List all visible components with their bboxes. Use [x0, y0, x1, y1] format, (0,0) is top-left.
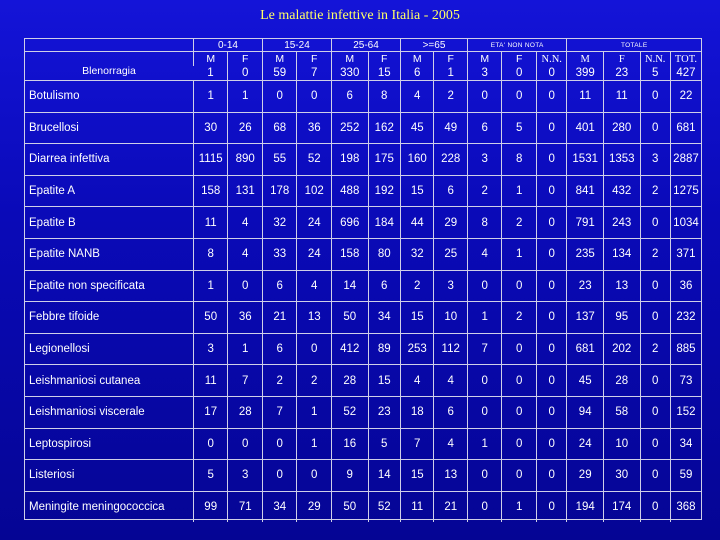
value-cell: 6 — [434, 396, 467, 428]
value-cell: 330 — [331, 66, 368, 81]
value-cell: 4 — [401, 81, 434, 113]
value-cell: 24 — [567, 428, 604, 460]
disease-name: Leishmaniosi cutanea — [25, 365, 193, 397]
value-cell: 232 — [670, 302, 701, 334]
disease-name: Blenorragia — [82, 65, 136, 77]
disease-name: Epatite NANB — [25, 238, 193, 270]
value-cell: 0 — [640, 302, 670, 334]
disease-name: Botulismo — [25, 81, 193, 113]
value-cell: 71 — [228, 491, 263, 522]
value-cell: 4 — [297, 270, 332, 302]
disease-name: Epatite B — [25, 207, 193, 239]
value-cell: 0 — [228, 270, 263, 302]
value-cell: 13 — [434, 460, 467, 492]
value-cell: 30 — [193, 112, 228, 144]
value-cell: 2887 — [670, 144, 701, 176]
value-cell: 6 — [467, 112, 502, 144]
table-row-leishmaniosi-viscerale — [25, 396, 701, 428]
table-row-epatite-b — [25, 207, 701, 239]
value-cell: 32 — [401, 238, 434, 270]
value-cell: 89 — [368, 333, 400, 365]
value-cell: 29 — [567, 460, 604, 492]
value-cell: 11 — [193, 207, 228, 239]
value-cell: 15 — [401, 302, 434, 334]
value-cell: 0 — [536, 460, 566, 492]
value-cell: 1 — [297, 428, 332, 460]
value-cell: 202 — [603, 333, 640, 365]
value-cell: 0 — [640, 428, 670, 460]
value-cell: 29 — [297, 491, 332, 522]
value-cell: 1 — [193, 81, 228, 113]
value-cell: 13 — [603, 270, 640, 302]
value-cell: 174 — [603, 491, 640, 522]
value-cell: 68 — [262, 112, 297, 144]
value-cell: 2 — [434, 81, 467, 113]
value-cell: 1 — [207, 66, 214, 79]
sub-header-cell: F — [228, 52, 263, 67]
value-cell: 36 — [670, 270, 701, 302]
value-cell: 0 — [536, 144, 566, 176]
age-group-0-14: 0-14 — [193, 39, 262, 52]
value-cell: 0 — [262, 428, 297, 460]
value-cell: 5 — [502, 112, 537, 144]
value-cell: 112 — [434, 333, 467, 365]
value-cell: 21 — [434, 491, 467, 522]
value-cell: 791 — [567, 207, 604, 239]
value-cell: 34 — [670, 428, 701, 460]
value-cell: 8 — [467, 207, 502, 239]
value-cell: 58 — [603, 396, 640, 428]
age-group-65-plus: >=65 — [401, 39, 468, 52]
value-cell: 36 — [297, 112, 332, 144]
age-group-unknown: ETA' NON NOTA — [467, 39, 566, 52]
value-cell: 0 — [502, 460, 537, 492]
value-cell: 3 — [467, 144, 502, 176]
value-cell: 5 — [368, 428, 400, 460]
value-cell: 178 — [262, 175, 297, 207]
value-cell: 0 — [640, 270, 670, 302]
disease-table — [24, 38, 702, 520]
table-row-epatite-non-specificata — [25, 270, 701, 302]
value-cell: 158 — [331, 238, 368, 270]
value-cell: 0 — [467, 365, 502, 397]
age-group-15-24: 15-24 — [262, 39, 331, 52]
value-cell: 52 — [297, 144, 332, 176]
value-cell: 0 — [467, 81, 502, 113]
header-corner — [25, 39, 193, 52]
value-cell: 5 — [640, 66, 670, 81]
value-cell: 162 — [368, 112, 400, 144]
value-cell: 0 — [297, 333, 332, 365]
value-cell: 0 — [536, 175, 566, 207]
value-cell: 1 — [502, 238, 537, 270]
value-cell: 0 — [640, 112, 670, 144]
value-cell: 368 — [670, 491, 701, 522]
value-cell: 6 — [331, 81, 368, 113]
value-cell: 59 — [670, 460, 701, 492]
disease-name: Legionellosi — [25, 333, 193, 365]
value-cell: 0 — [467, 491, 502, 522]
value-cell: 73 — [670, 365, 701, 397]
value-cell: 8 — [502, 144, 537, 176]
value-cell: 3 — [467, 66, 502, 81]
value-cell: 0 — [262, 81, 297, 113]
value-cell: 4 — [228, 207, 263, 239]
value-cell: 3 — [434, 270, 467, 302]
value-cell: 11 — [401, 491, 434, 522]
value-cell: 0 — [502, 81, 537, 113]
value-cell: 11 — [603, 81, 640, 113]
value-cell: 253 — [401, 333, 434, 365]
value-cell: 401 — [567, 112, 604, 144]
disease-name: Meningite meningococcica — [25, 491, 193, 522]
value-cell: 137 — [567, 302, 604, 334]
value-cell: 11 — [567, 81, 604, 113]
sub-header-cell: F — [434, 52, 467, 67]
value-cell: 10 — [434, 302, 467, 334]
age-group-header-row — [25, 39, 701, 52]
value-cell: 8 — [368, 81, 400, 113]
value-cell: 3 — [193, 333, 228, 365]
value-cell: 34 — [262, 491, 297, 522]
value-cell: 18 — [401, 396, 434, 428]
value-cell: 25 — [434, 238, 467, 270]
value-cell: 0 — [297, 81, 332, 113]
value-cell: 0 — [536, 365, 566, 397]
value-cell: 3 — [228, 460, 263, 492]
value-cell: 6 — [262, 333, 297, 365]
page-title: Le malattie infettive in Italia - 2005 — [260, 8, 460, 23]
disease-name: Leptospirosi — [25, 428, 193, 460]
disease-name: Listeriosi — [25, 460, 193, 492]
value-cell: 184 — [368, 207, 400, 239]
value-cell: 2 — [640, 175, 670, 207]
sub-header-cell: M — [193, 52, 228, 67]
value-cell: 681 — [567, 333, 604, 365]
value-cell: 7 — [401, 428, 434, 460]
value-cell: 2 — [401, 270, 434, 302]
value-cell: 280 — [603, 112, 640, 144]
value-cell: 1 — [502, 175, 537, 207]
value-cell: 99 — [193, 491, 228, 522]
sub-header-cell: M — [467, 52, 502, 67]
value-cell: 1 — [228, 333, 263, 365]
value-cell: 34 — [368, 302, 400, 334]
value-cell: 0 — [536, 302, 566, 334]
table-row-leishmaniosi-cutanea — [25, 365, 701, 397]
value-cell: 0 — [536, 270, 566, 302]
value-cell: 1 — [502, 491, 537, 522]
value-cell: 194 — [567, 491, 604, 522]
value-cell: 2 — [640, 333, 670, 365]
value-cell: 2 — [297, 365, 332, 397]
value-cell: 26 — [228, 112, 263, 144]
value-cell: 45 — [401, 112, 434, 144]
value-cell: 45 — [567, 365, 604, 397]
value-cell: 44 — [401, 207, 434, 239]
value-cell: 16 — [331, 428, 368, 460]
value-cell: 2 — [467, 175, 502, 207]
value-cell: 102 — [297, 175, 332, 207]
value-cell: 1034 — [670, 207, 701, 239]
value-cell: 0 — [467, 396, 502, 428]
disease-name: Diarrea infettiva — [25, 144, 193, 176]
value-cell: 95 — [603, 302, 640, 334]
value-cell: 15 — [401, 460, 434, 492]
value-cell: 23 — [368, 396, 400, 428]
value-cell: 30 — [603, 460, 640, 492]
sub-header-cell: F — [297, 52, 332, 67]
value-cell: 0 — [640, 365, 670, 397]
value-cell: 0 — [536, 396, 566, 428]
value-cell: 243 — [603, 207, 640, 239]
sub-header-cell: M — [331, 52, 368, 67]
table-row-brucellosi — [25, 112, 701, 144]
value-cell: 1531 — [567, 144, 604, 176]
value-cell: 0 — [536, 207, 566, 239]
value-cell: 2 — [502, 302, 537, 334]
value-cell: 1 — [467, 302, 502, 334]
value-cell: 7 — [228, 365, 263, 397]
value-cell: 0 — [502, 270, 537, 302]
disease-name: Epatite A — [25, 175, 193, 207]
value-cell: 6 — [401, 66, 434, 81]
value-cell: 15 — [368, 66, 400, 81]
table-row-diarrea-infettiva — [25, 144, 701, 176]
value-cell: 0 — [297, 460, 332, 492]
sub-header-cell: M — [401, 52, 434, 67]
value-cell: 32 — [262, 207, 297, 239]
value-cell: 0 — [536, 66, 566, 81]
value-cell: 7 — [262, 396, 297, 428]
value-cell: 0 — [193, 428, 228, 460]
value-cell: 14 — [368, 460, 400, 492]
sub-header-cell: M — [262, 52, 297, 67]
table-row-epatite-nanb — [25, 238, 701, 270]
value-cell: 28 — [603, 365, 640, 397]
value-cell: 0 — [536, 81, 566, 113]
value-cell: 1275 — [670, 175, 701, 207]
table-row-botulismo — [25, 81, 701, 113]
disease-name: Epatite non specificata — [25, 270, 193, 302]
value-cell: 681 — [670, 112, 701, 144]
value-cell: 7 — [297, 66, 332, 81]
value-cell: 22 — [670, 81, 701, 113]
value-cell: 6 — [434, 175, 467, 207]
table-row-listeriosi — [25, 460, 701, 492]
value-cell: 427 — [670, 66, 701, 81]
value-cell: 371 — [670, 238, 701, 270]
value-cell: 59 — [262, 66, 297, 81]
table-row-epatite-a — [25, 175, 701, 207]
value-cell: 0 — [536, 238, 566, 270]
sub-header-cell: F — [502, 52, 537, 67]
value-cell: 4 — [467, 238, 502, 270]
value-cell: 0 — [228, 66, 263, 81]
value-cell: 24 — [297, 207, 332, 239]
value-cell: 2 — [640, 238, 670, 270]
value-cell: 50 — [331, 302, 368, 334]
value-cell: 1 — [467, 428, 502, 460]
value-cell: 0 — [640, 460, 670, 492]
value-cell: 885 — [670, 333, 701, 365]
value-cell: 49 — [434, 112, 467, 144]
value-cell: 4 — [434, 365, 467, 397]
value-cell: 52 — [331, 396, 368, 428]
value-cell: 1 — [297, 396, 332, 428]
value-cell: 235 — [567, 238, 604, 270]
value-cell: 0 — [536, 112, 566, 144]
table-row-leptospirosi — [25, 428, 701, 460]
sub-header-cell: F — [368, 52, 400, 67]
value-cell: 50 — [193, 302, 228, 334]
table-row-febbre-tifoide — [25, 302, 701, 334]
value-cell: 890 — [228, 144, 263, 176]
value-cell: 0 — [640, 81, 670, 113]
value-cell: 5 — [193, 460, 228, 492]
value-cell: 11 — [193, 365, 228, 397]
age-group-total: TOTALE — [567, 39, 701, 52]
value-cell: 2 — [262, 365, 297, 397]
sub-header-cell: F — [603, 52, 640, 67]
value-cell: 131 — [228, 175, 263, 207]
value-cell: 10 — [603, 428, 640, 460]
value-cell: 21 — [262, 302, 297, 334]
value-cell: 134 — [603, 238, 640, 270]
value-cell: 14 — [331, 270, 368, 302]
value-cell: 15 — [401, 175, 434, 207]
disease-name: Brucellosi — [25, 112, 193, 144]
value-cell: 0 — [640, 491, 670, 522]
value-cell: 0 — [502, 333, 537, 365]
value-cell: 488 — [331, 175, 368, 207]
value-cell: 28 — [228, 396, 263, 428]
value-cell: 0 — [536, 491, 566, 522]
value-cell: 23 — [567, 270, 604, 302]
value-cell: 1 — [193, 270, 228, 302]
value-cell: 198 — [331, 144, 368, 176]
value-cell: 4 — [434, 428, 467, 460]
value-cell: 4 — [228, 238, 263, 270]
value-cell: 0 — [262, 460, 297, 492]
value-cell: 55 — [262, 144, 297, 176]
sub-header-cell: M — [567, 52, 604, 67]
value-cell: 3 — [640, 144, 670, 176]
disease-name: Febbre tifoide — [25, 302, 193, 334]
value-cell: 192 — [368, 175, 400, 207]
value-cell: 80 — [368, 238, 400, 270]
value-cell: 160 — [401, 144, 434, 176]
value-cell: 228 — [434, 144, 467, 176]
value-cell: 0 — [536, 428, 566, 460]
sub-header-row — [25, 52, 701, 67]
table-row-meningite-meningococcica — [25, 491, 701, 522]
value-cell: 6 — [368, 270, 400, 302]
value-cell: 9 — [331, 460, 368, 492]
value-cell: 94 — [567, 396, 604, 428]
value-cell: 0 — [640, 207, 670, 239]
value-cell: 1 — [434, 66, 467, 81]
age-group-25-64: 25-64 — [331, 39, 400, 52]
value-cell: 432 — [603, 175, 640, 207]
value-cell: 175 — [368, 144, 400, 176]
value-cell: 0 — [502, 365, 537, 397]
value-cell: 28 — [331, 365, 368, 397]
value-cell: 36 — [228, 302, 263, 334]
value-cell: 0 — [640, 396, 670, 428]
value-cell: 23 — [603, 66, 640, 81]
sub-header-cell: N.N. — [536, 52, 566, 67]
value-cell: 841 — [567, 175, 604, 207]
value-cell: 1 — [228, 81, 263, 113]
value-cell: 696 — [331, 207, 368, 239]
value-cell: 0 — [228, 428, 263, 460]
value-cell: 52 — [368, 491, 400, 522]
value-cell: 29 — [434, 207, 467, 239]
value-cell: 8 — [193, 238, 228, 270]
value-cell: 1353 — [603, 144, 640, 176]
value-cell: 50 — [331, 491, 368, 522]
value-cell: 0 — [502, 396, 537, 428]
value-cell: 17 — [193, 396, 228, 428]
value-cell: 33 — [262, 238, 297, 270]
value-cell: 0 — [467, 460, 502, 492]
sub-header-cell: TOT. — [670, 52, 701, 67]
value-cell: 0 — [467, 270, 502, 302]
value-cell: 252 — [331, 112, 368, 144]
value-cell: 2 — [502, 207, 537, 239]
value-cell: 399 — [567, 66, 604, 81]
value-cell: 0 — [502, 66, 537, 81]
value-cell: 1115 — [193, 144, 228, 176]
value-cell: 13 — [297, 302, 332, 334]
value-cell: 0 — [536, 333, 566, 365]
value-cell: 24 — [297, 238, 332, 270]
value-cell: 412 — [331, 333, 368, 365]
value-cell: 7 — [467, 333, 502, 365]
disease-name: Leishmaniosi viscerale — [25, 396, 193, 428]
value-cell: 152 — [670, 396, 701, 428]
sub-header-cell: N.N. — [640, 52, 670, 67]
value-cell: 4 — [401, 365, 434, 397]
value-cell: 0 — [502, 428, 537, 460]
value-cell: 15 — [368, 365, 400, 397]
value-cell: 158 — [193, 175, 228, 207]
value-cell: 6 — [262, 270, 297, 302]
table-row-legionellosi — [25, 333, 701, 365]
